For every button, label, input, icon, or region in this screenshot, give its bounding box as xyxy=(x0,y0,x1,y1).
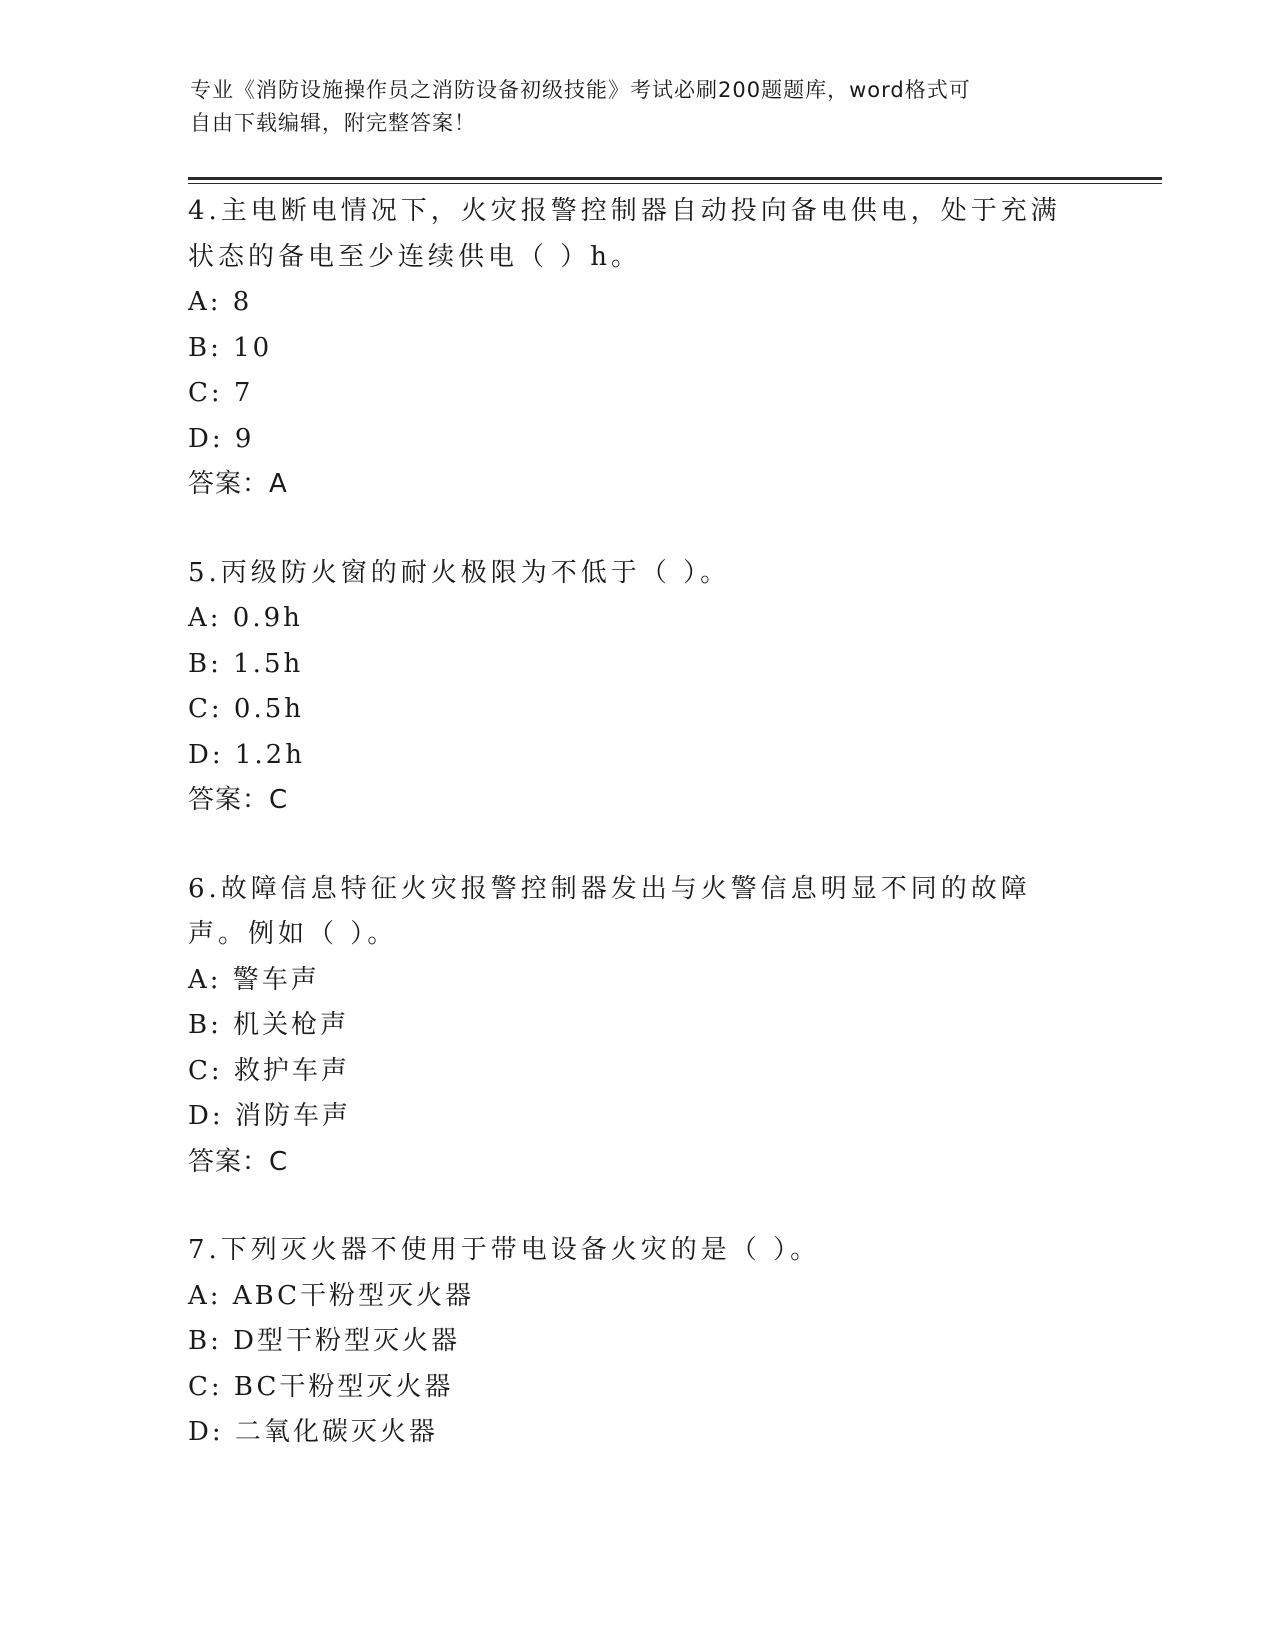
header-line-2: 自由下载编辑，附完整答案！ xyxy=(190,111,476,135)
header-divider-thick xyxy=(188,177,1162,180)
option-c: C: BC干粉型灭火器 xyxy=(188,1371,454,1402)
question-item xyxy=(188,189,1088,508)
question-text: 5.丙级防火窗的耐火极限为不低于（ ）。 xyxy=(188,557,731,588)
option-d: D: 消防车声 xyxy=(188,1101,351,1131)
option-a: A: 警车声 xyxy=(188,964,320,995)
document-header xyxy=(190,74,1070,140)
option-d: D: 二氧化碳灭火器 xyxy=(188,1417,438,1447)
question-text: 6.故障信息特征火灾报警控制器发出与火警信息明显不同的故障声。例如（ ）。 xyxy=(188,873,1031,949)
option-a: A: 0.9h xyxy=(188,603,303,633)
option-c: C: 7 xyxy=(188,378,254,408)
option-a: A: ABC干粉型灭火器 xyxy=(188,1280,475,1311)
option-c: C: 0.5h xyxy=(188,694,305,724)
option-d: D: 9 xyxy=(188,423,255,454)
question-text: 7.下列灭火器不使用于带电设备火灾的是（ ）。 xyxy=(188,1235,821,1265)
header-divider-thin xyxy=(188,183,1162,184)
question-item xyxy=(188,867,1088,1186)
option-a: A: 8 xyxy=(188,287,253,317)
question-item xyxy=(188,1228,1088,1456)
option-b: B: 机关枪声 xyxy=(188,1010,350,1040)
answer-line: 答案：A xyxy=(188,469,288,499)
option-d: D: 1.2h xyxy=(188,739,305,770)
question-list xyxy=(188,189,1088,1499)
question-text: 4.主电断电情况下，火灾报警控制器自动投向备电供电，处于充满状态的备电至少连续供电（ ）h。 xyxy=(188,196,1061,272)
option-b: B: 10 xyxy=(188,332,273,363)
option-b: B: D型干粉型灭火器 xyxy=(188,1326,460,1356)
option-c: C: 救护车声 xyxy=(188,1055,350,1086)
header-line-1: 专业《消防设施操作员之消防设备初级技能》考试必刷200题题库，word格式可 xyxy=(190,78,971,102)
answer-line: 答案：C xyxy=(188,785,289,815)
question-item xyxy=(188,551,1088,824)
option-b: B: 1.5h xyxy=(188,648,304,679)
answer-line: 答案：C xyxy=(188,1146,289,1177)
